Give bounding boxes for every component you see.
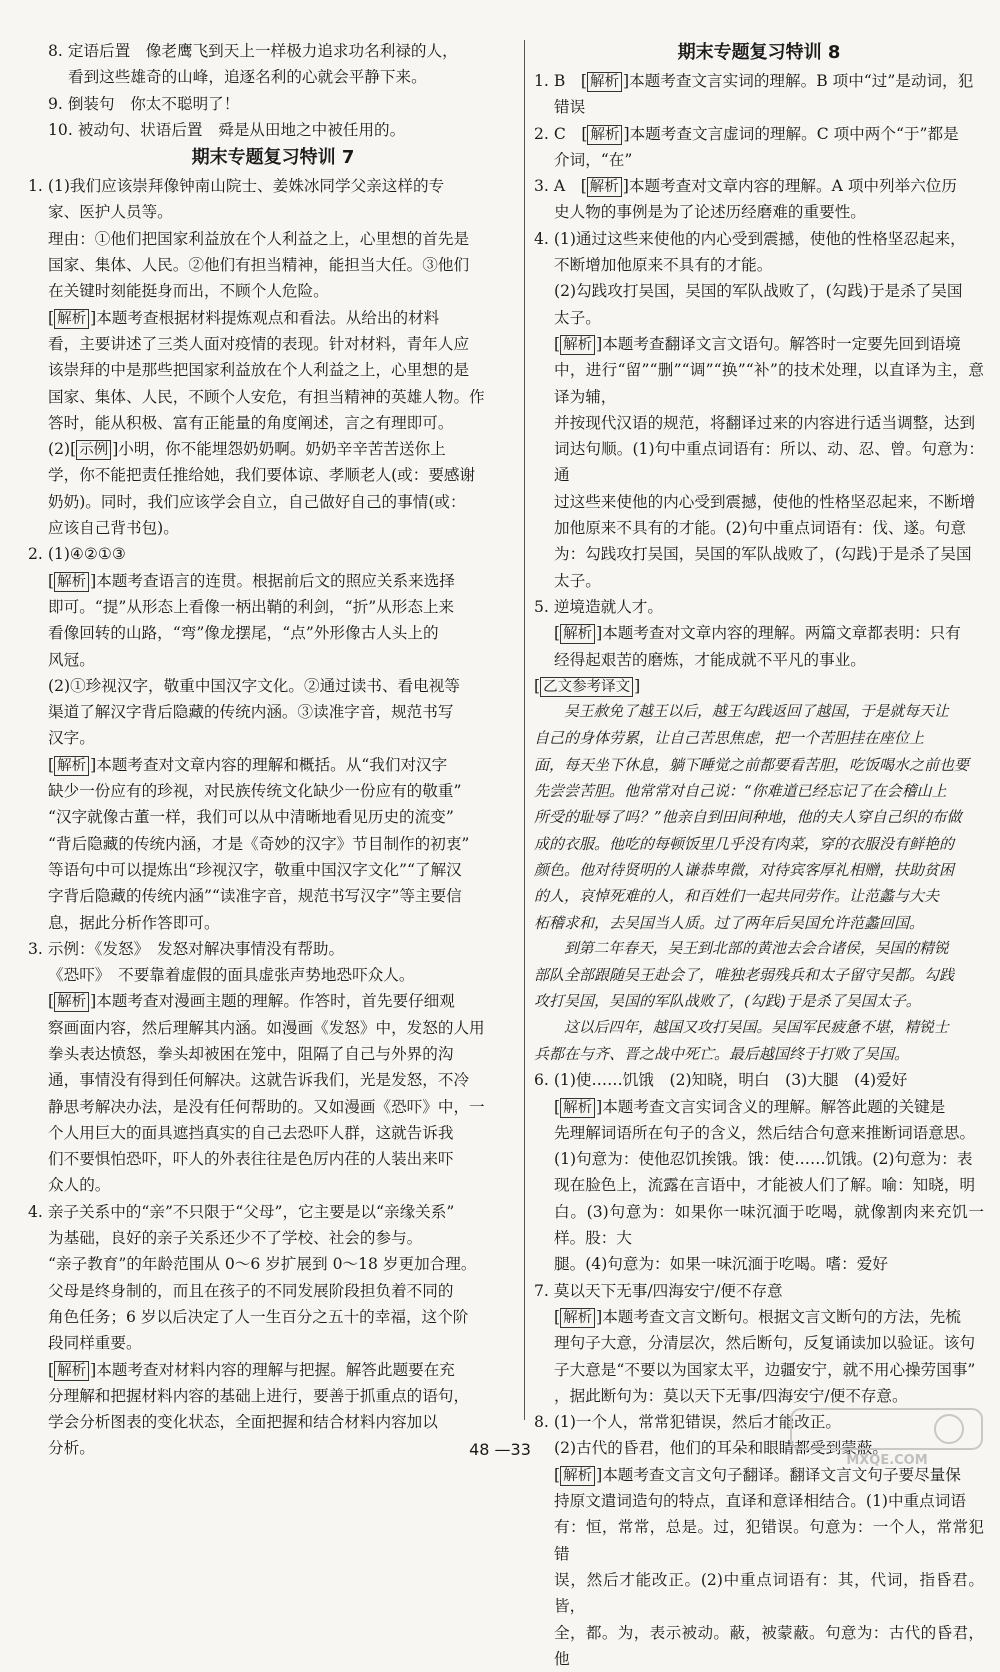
translation-line: 先尝尝苦胆。他常常对自己说：“你难道已经忘记了在会稽山上 — [534, 782, 947, 801]
analysis-line: [ 解析 ]本题考查对文章内容的理解和概括。从“我们对汉字 — [48, 755, 448, 774]
text-span: 本题考查对文章内容的理解。A 项中列举六位历 — [628, 177, 957, 196]
text-line: 国家、集体、人民，不顾个人安危，有担当精神的英雄人物。作 — [48, 387, 485, 406]
text-span: 1. B — [534, 72, 566, 90]
analysis-tag: 解析 — [587, 177, 622, 197]
text-line: 有：恒，常常，总是。过，犯错误。句意为：一个人，常常犯错 — [554, 1518, 984, 1563]
analysis-tag: 解析 — [560, 1308, 595, 1328]
text-span: 2. C — [534, 124, 566, 143]
text-line: 4. (1)通过这些来使他的内心受到震撼，使他的性格坚忍起来， — [534, 229, 966, 248]
text-line: 并按现代汉语的规范，将翻译过来的内容进行适当调整，达到 — [554, 413, 976, 432]
left-column — [28, 38, 518, 1462]
text-line: 子大意是“不要以为国家太平，边疆安宁，就不用心操劳国事” — [554, 1360, 976, 1379]
text-line: 个人用巨大的面具遮挡真实的自己去恐吓人群，这就告诉我 — [48, 1123, 454, 1142]
text-line: 学会分析图表的变化状态，全面把握和结合材料内容加以 — [48, 1413, 438, 1432]
analysis-line: [ 解析 ]本题考查文言文断句。根据文言文断句的方法，先梳 — [554, 1307, 961, 1326]
text-line: 3. 示例：《发怒》 发怒对解决事情没有帮助。 — [28, 939, 345, 958]
text-line: 察画面内容，然后理解其内涵。如漫画《发怒》中，发怒的人用 — [48, 1018, 485, 1037]
text-line: 理由：①他们把国家利益放在个人利益之上，心里想的首先是 — [48, 229, 470, 248]
text-line: 4. 亲子关系中的“亲”不只限于“父母”，它主要是以“亲缘关系” — [28, 1202, 455, 1221]
analysis-line: [ 解析 ]本题考查对材料内容的理解与把握。解答此题要在充 — [48, 1360, 455, 1379]
text-line: (2)①珍视汉字，敬重中国汉字文化。②通过读书、看电视等 — [48, 676, 460, 695]
analysis-line: [ 解析 ]本题考查文言文句子翻译。翻译文言文句子要尽量保 — [554, 1465, 961, 1484]
text-line: 段同样重要。 — [48, 1334, 142, 1353]
text-span: 本题考查对文章内容的理解和概括。从“我们对汉字 — [96, 755, 448, 774]
text-line: “汉字就像古董一样，我们可以从中清晰地看见历史的流变” — [48, 808, 454, 827]
text-line: 看到这些雄奇的山峰，追逐名利的心就会平静下来。 — [68, 68, 427, 87]
section-title: 期末专题复习特训 7 — [191, 147, 355, 169]
text-line: (1)句意为：使他忍饥挨饿。饿：使……饥饿。(2)句意为：表 — [554, 1150, 973, 1169]
text-line: 词达句顺。(1)句中重点词语有：所以、动、忍、曾。句意为：通 — [554, 440, 984, 485]
analysis-line: [ 解析 ]本题考查文言实词含义的理解。解答此题的关键是 — [554, 1097, 946, 1116]
text-line: 应该自己背书包)。 — [48, 519, 179, 538]
analysis-line: [ 解析 ]本题考查根据材料提炼观点和看法。从给出的材料 — [48, 308, 440, 327]
text-line: 等语句中可以提炼出“珍视汉字，敬重中国汉字文化”“了解汉 — [48, 860, 462, 879]
text-line: 渠道了解汉字背后隐藏的传统内涵。③读准字音，规范书写 — [48, 703, 454, 722]
text-line: 分析。 — [48, 1439, 95, 1458]
text-line: 为基础，良好的亲子关系还少不了学校、社会的参与。 — [48, 1229, 423, 1248]
text-line: 学，你不能把责任推给她，我们要体谅、孝顺老人(或：要感谢 — [48, 466, 476, 485]
text-line: 家、医护人员等。 — [48, 203, 173, 222]
analysis-tag: 解析 — [560, 1098, 595, 1118]
text-line: 缺少一份应有的珍视，对民族传统文化缺少一份应有的敬重” — [48, 782, 462, 801]
translation-line: 面，每天坐下休息，躺下睡觉之前都要看苦胆，吃饭喝水之前也要 — [534, 755, 970, 774]
text-line: 《恐吓》 不要靠着虚假的面具虚张声势地恐吓众人。 — [48, 966, 415, 985]
translation-line: 的人，哀悼死难的人，和百姓们一起共同劳作。让范蠡与大夫 — [534, 887, 940, 906]
text-line: 理句子大意，分清层次，然后断句，反复诵读加以验证。该句 — [554, 1334, 976, 1353]
translation-line: 颜色。他对待贤明的人谦恭卑微，对待宾客厚礼相赠，扶助贫困 — [534, 860, 955, 879]
text-line: 太子。 — [554, 571, 601, 590]
translation-line: 自己的身体劳累，让自己苦思焦虑，把一个苦胆挂在座位上 — [534, 729, 925, 748]
translation-line: 成的衣服。他吃的每顿饭里几乎没有肉菜，穿的衣服没有鲜艳的 — [534, 834, 955, 853]
text-line: 看，主要讲述了三类人面对疫情的表现。针对材料，青年人应 — [48, 334, 470, 353]
analysis-tag: 解析 — [587, 125, 622, 145]
text-line: 不断增加他原来不具有的才能。 — [554, 256, 773, 275]
text-line: 全，都。为，表示被动。蔽，被蒙蔽。句意为：古代的昏君，他 — [554, 1623, 984, 1668]
example-tag: 示例 — [76, 440, 111, 460]
analysis-line: [ 解析 ]本题考查翻译文言文语句。解答时一定要先回到语境 — [554, 334, 961, 353]
translation-line: 柘稽求和，去吴国当人质。过了两年后吴国允许范蠡回国。 — [534, 913, 925, 932]
analysis-tag: 解析 — [54, 756, 89, 776]
example-line: (2)[ 示例 ]小明，你不能埋怨奶奶啊。奶奶辛辛苦苦送你上 — [48, 440, 446, 459]
text-line: 加他原来不具有的才能。(2)句中重点词语有：伐、遂。句意 — [554, 519, 966, 538]
analysis-line: [ 解析 ]本题考查对漫画主题的理解。作答时，首先要仔细观 — [48, 992, 455, 1011]
text-line: 中，进行“留”“删”“调”“换”“补”的技术处理，以直译为主，意译为辅， — [554, 361, 984, 406]
analysis-tag: 解析 — [54, 1361, 89, 1381]
text-span: 小明，你不能埋怨奶奶啊。奶奶辛辛苦苦送你上 — [118, 440, 446, 459]
text-span: 本题考查文言实词的理解。B 项中“过”是动词，犯 — [629, 72, 974, 90]
text-line: 风冠。 — [48, 650, 95, 669]
text-line: 介词，“在” — [554, 150, 633, 169]
text-line: 汉字。 — [48, 729, 95, 748]
text-span: 本题考查文言文断句。根据文言文断句的方法，先梳 — [602, 1307, 961, 1326]
text-line: 5. 逆境造就人才。 — [534, 597, 663, 616]
translation-line: 所受的耻辱了吗？”他亲自到田间种地，他的夫人穿自己织的布做 — [534, 808, 962, 827]
text-line: 8. 定语后置 像老鹰飞到天上一样极力追求功名利禄的人， — [48, 42, 458, 60]
text-line: 史人物的事例是为了论述历经磨难的重要性。 — [554, 203, 866, 222]
translation-line: 这以后四年，越国又攻打吴国。吴国军民疲惫不堪，精锐士 — [564, 1018, 949, 1036]
text-span: 本题考查对漫画主题的理解。作答时，首先要仔细观 — [96, 992, 455, 1011]
column-divider — [524, 40, 525, 1420]
analysis-tag: 解析 — [560, 1466, 595, 1486]
text-span: 3. A — [534, 177, 566, 196]
translation-tag: 乙文参考译文 — [540, 677, 633, 697]
text-line: 即可。“提”从形态上看像一柄出鞘的利剑，“折”从形态上来 — [48, 597, 455, 616]
text-line: 字背后隐藏的传统内涵”“读准字音，规范书写汉字”等主要信 — [48, 887, 462, 906]
text-span: 本题考查文言虚词的理解。C 项中两个“于”都是 — [629, 124, 959, 143]
text-line: 息，据此分析作答即可。 — [48, 913, 220, 932]
text-line: ，据此断句为：莫以天下无事/四海安宁/便不存意。 — [554, 1386, 908, 1405]
analysis-tag: 解析 — [560, 624, 595, 644]
text-line: 静思考解决办法，是没有任何帮助的。又如漫画《恐吓》中，一 — [48, 1097, 485, 1116]
text-line: 众人的。 — [48, 1176, 111, 1195]
text-line: 通，事情没有得到任何解决。这就告诉我们，光是发怒，不冷 — [48, 1071, 470, 1090]
text-line: 们不要惧怕恐吓，吓人的外表往往是色厉内荏的人装出来吓 — [48, 1150, 454, 1169]
text-line: 腿。(4)句意为：如果一味沉湎于吃喝。嗜：爱好 — [554, 1255, 888, 1274]
analysis-tag: 解析 — [54, 309, 89, 329]
text-line: 6. (1)使……饥饿 (2)知晓，明白 (3)大腿 (4)爱好 — [534, 1071, 908, 1090]
analysis-line: [ 解析 ]本题考查对文章内容的理解。两篇文章都表明：只有 — [554, 624, 961, 643]
text-line: 角色任务；6 岁以后决定了人一生百分之五十的幸福，这个阶 — [48, 1307, 469, 1326]
translation-line: 部队全部跟随吴王赴会了，唯独老弱残兵和太子留守吴都。勾践 — [534, 966, 955, 985]
text-line: “亲子教育”的年龄范围从 0～6 岁扩展到 0～18 岁更加合理。 — [48, 1255, 477, 1274]
text-line: 太子。 — [554, 308, 601, 327]
text-line: 误，然后才能改正。(2)中重点词语有：其，代词，指昏君。皆， — [554, 1570, 984, 1616]
text-span: 本题考查对文章内容的理解。两篇文章都表明：只有 — [602, 624, 961, 643]
text-line: 错误 — [554, 98, 586, 117]
analysis-tag: 解析 — [560, 335, 595, 355]
text-line: 国家、集体、人民。②他们有担当精神，能担当大任。③他们 — [48, 256, 470, 275]
answer-line: 3. A [ 解析 ]本题考查对文章内容的理解。A 项中列举六位历 — [534, 177, 957, 196]
analysis-tag: 解析 — [54, 992, 89, 1012]
text-line: 现在脸色上，流露在言语中，才能被人们了解。喻：知晓，明 — [554, 1176, 976, 1195]
analysis-tag: 解析 — [587, 72, 622, 92]
answer-line: 2. C [ 解析 ]本题考查文言虚词的理解。C 项中两个“于”都是 — [534, 124, 959, 143]
text-span: 本题考查对材料内容的理解与把握。解答此题要在充 — [96, 1360, 455, 1379]
text-line: 在关键时刻能挺身而出，不顾个人危险。 — [48, 282, 329, 301]
text-line: (2)古代的昏君，他们的耳朵和眼睛都受到蒙蔽。 — [554, 1439, 888, 1458]
translation-line: 吴王赦免了越王以后，越王勾践返回了越国，于是就每天让 — [564, 703, 949, 721]
analysis-line: [ 解析 ]本题考查语言的连贯。根据前后文的照应关系来选择 — [48, 571, 455, 590]
page-number: 48 —33 — [469, 1440, 531, 1459]
text-line: 7. 莫以天下无事/四海安宁/便不存意 — [534, 1281, 783, 1300]
text-line: 父母是终身制的，而且在孩子的不同发展阶段担负着不同的 — [48, 1281, 454, 1300]
section-title: 期末专题复习特训 8 — [677, 42, 841, 63]
text-line: 看像回转的山路，“弯”像龙摆尾，“点”外形像古人头上的 — [48, 624, 439, 643]
text-span: 本题考查翻译文言文语句。解答时一定要先回到语境 — [602, 334, 961, 353]
translation-line: 兵都在与齐、晋之战中死亡。最后越国终于打败了吴国。 — [534, 1044, 910, 1063]
translation-line: 攻打吴国，吴国的军队战败了，(勾践)于是杀了吴国太子。 — [534, 992, 921, 1011]
text-line: 分理解和把握材料内容的基础上进行，要善于抓重点的语句， — [48, 1386, 470, 1405]
answer-line: 1. B [ 解析 ]本题考查文言实词的理解。B 项中“过”是动词，犯 — [534, 72, 974, 90]
text-line: 经得起艰苦的磨炼，才能成就不平凡的事业。 — [554, 650, 866, 669]
translation-line: 到第二年春天，吴王到北部的黄池去会合诸侯，吴国的精锐 — [564, 939, 949, 957]
text-line: 白。(3)句意为：如果你一味沉湎于吃喝，就像割肉来充饥一样。股：大 — [554, 1202, 984, 1248]
text-line: 2. (1)④②①③ — [28, 545, 126, 564]
text-span: 本题考查根据材料提炼观点和看法。从给出的材料 — [96, 308, 440, 327]
text-line: 过这些来使他的内心受到震撼，使他的性格坚忍起来，不断增 — [554, 492, 976, 511]
text-line: 1. (1)我们应该崇拜像钟南山院士、姜姝冰同学父亲这样的专 — [28, 177, 445, 196]
text-span: 本题考查文言文句子翻译。翻译文言文句子要尽量保 — [602, 1465, 961, 1484]
text-line: 先理解词语所在句子的含义，然后结合句意来推断词语意思。 — [554, 1123, 976, 1142]
text-line: 奶奶)。同时，我们应该学会自立，自己做好自己的事情(或： — [48, 492, 466, 511]
text-line: 10. 被动句、状语后置 舜是从田地之中被任用的。 — [48, 120, 406, 139]
text-line: 9. 倒装句 你太不聪明了！ — [48, 94, 240, 113]
text-line: 拳头表达愤怒，拳头却被困在笼中，阻隔了自己与外界的沟 — [48, 1044, 454, 1063]
text-line: 该崇拜的中是那些把国家利益放在个人利益之上，心里想的是 — [48, 361, 470, 380]
text-span: 本题考查语言的连贯。根据前后文的照应关系来选择 — [96, 571, 455, 590]
text-line: 持原文遣词造句的特点，直译和意译相结合。(1)中重点词语 — [554, 1492, 966, 1511]
text-span: 本题考查文言实词含义的理解。解答此题的关键是 — [602, 1097, 946, 1116]
watermark-text: MXQE.COM — [846, 1453, 928, 1467]
text-line: 为：勾践攻打吴国，吴国的军队战败了，(勾践)于是杀了吴国 — [554, 545, 972, 564]
watermark-logo — [789, 1407, 984, 1467]
translation-heading: [ 乙文参考译文 ] — [534, 676, 641, 695]
text-line: 8. (1)一个人，常常犯错误，然后才能改正。 — [534, 1413, 842, 1432]
text-line: (2)勾践攻打吴国，吴国的军队战败了，(勾践)于是杀了吴国 — [554, 282, 963, 301]
text-line: “背后隐藏的传统内涵，才是《奇妙的汉字》节目制作的初衷” — [48, 834, 470, 853]
text-line: 答时，能从积极、富有正能量的角度阐述，言之有理即可。 — [48, 413, 454, 432]
analysis-tag: 解析 — [54, 572, 89, 592]
